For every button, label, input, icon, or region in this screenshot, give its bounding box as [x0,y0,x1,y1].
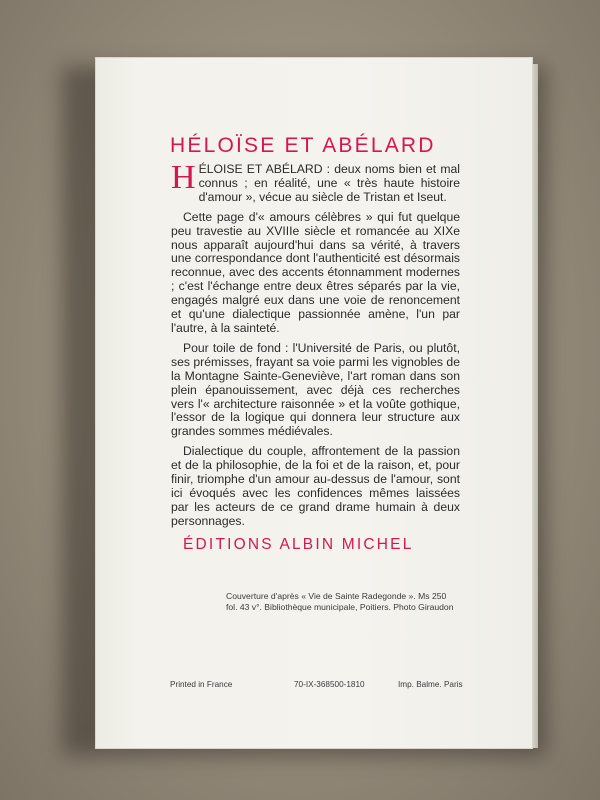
blurb-paragraph-4: Dialectique du couple, affrontement de la passion et de la philosophie, de la foi et de la raison, et, pour finir, triomphe d'un amour au-dessus de l'amour, sont ici évoqués avec les confidences mêmes laissées par les acteurs de ce grand drame humain à deux personnages. [171,444,460,528]
isbn-code: 70-IX-368500-1810 [294,680,365,689]
cover-credits [226,591,476,613]
blurb-paragraph-2: Cette page d'« amours célèbres » qui fut quelque peu travestie au XVIIIe siècle et romancée au XIXe nous apparaît aujourd'hui dans sa vérité, à travers une correspondance dont l'authenticité est désormais reconnue, avec des accents étonnamment modernes ; c'est l'échange entre deux êtres séparés par la vie, engagés malgré eux dans une voie de renoncement et qu'une dialectique passionnée amène, l'un par l'autre, à la sainteté. [171,209,460,335]
dropcap-letter: H [171,159,196,196]
book-page-edge [532,64,538,748]
blurb-paragraph-3: Pour toile de fond : l'Université de Paris, ou plutôt, ses prémisses, frayant sa voie parmi les vignobles de la Montagne Sainte-Geneviève, l'art roman dans son plein épanouissement, avec déjà ces recherches vers l'« architecture raisonnée » et la voûte gothique, l'essor de la logique qui donnera leur structure aux grandes sommes médiévales. [171,340,460,439]
blurb-paragraph-1-text: ÉLOISE ET ABÉLARD : deux noms bien et mal connus ; en réalité, une « très haute histoire d'amour », vécue au siècle de Tristan et Iseut. [198,162,460,204]
blurb-paragraph-1 [171,159,460,205]
publisher-name: ÉDITIONS ALBIN MICHEL [183,536,414,553]
blurb [171,159,460,535]
cover-credit-line-2: fol. 43 v°. Bibliothèque municipale, Poitiers. Photo Giraudon [226,602,454,612]
book-title: HÉLOÏSE ET ABÉLARD [170,134,436,157]
printed-in: Printed in France [170,680,233,689]
printer-name: Imp. Balme. Paris [398,680,463,689]
cover-credit-line-1: Couverture d'après « Vie de Sainte Radegonde ». Ms 250 [226,591,447,601]
